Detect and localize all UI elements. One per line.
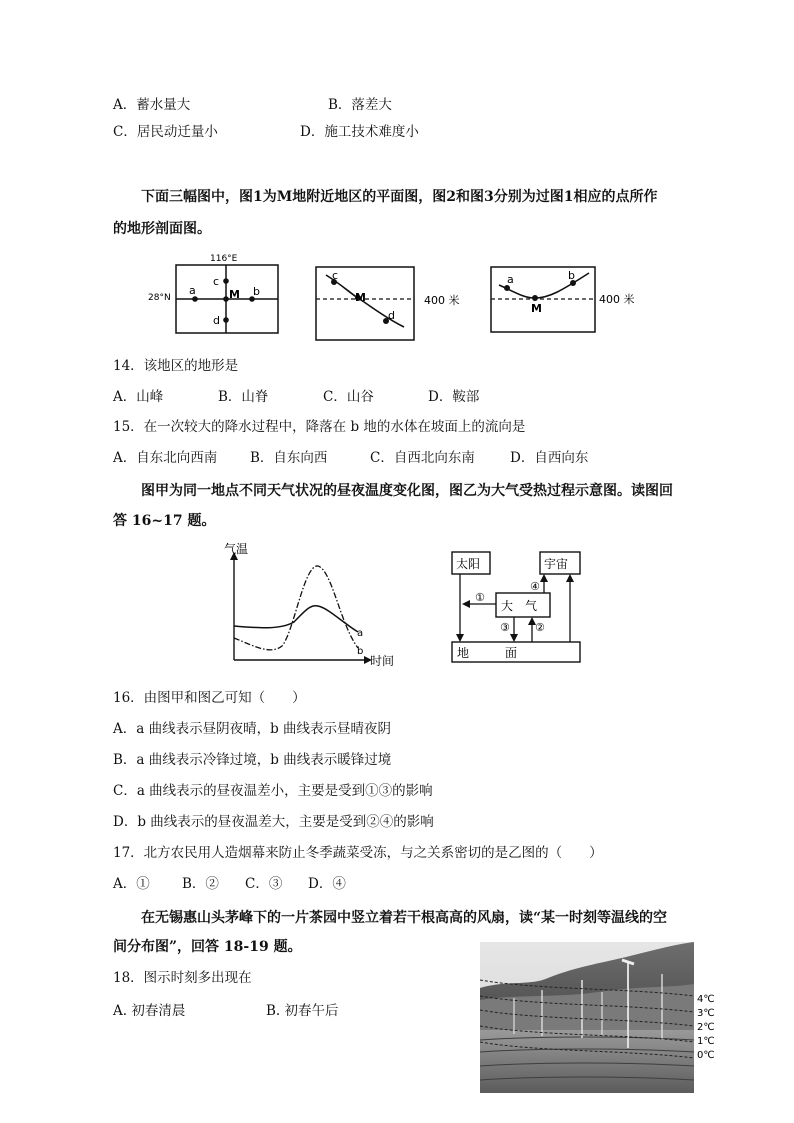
- tea-garden-isotherm-photo: [478, 940, 718, 1095]
- label-d: d: [388, 309, 395, 322]
- sun-label: 太阳: [456, 557, 481, 571]
- x-axis-label: 时间: [370, 654, 395, 668]
- q15-option-b: B．自东向西: [250, 450, 328, 466]
- atmosphere-label: 大 气: [501, 599, 538, 613]
- q18-option-b: B. 初春午后: [266, 1003, 339, 1019]
- q15-option-d: D．自西向东: [510, 450, 589, 466]
- q16-stem: 16．由图甲和图乙可知（ ）: [113, 690, 306, 706]
- label-a: a: [507, 273, 514, 286]
- intro-14-15-line2: 的地形剖面图。: [113, 221, 211, 237]
- q18-option-a: A. 初春清晨: [113, 1003, 186, 1019]
- intro-18-19-line2: 间分布图”，回答 18-19 题。: [113, 939, 302, 955]
- label-a: a: [189, 284, 196, 297]
- curve-b-label: b: [357, 646, 364, 657]
- q17-option-d: D．④: [308, 876, 346, 892]
- elevation-label: 400 米: [424, 294, 460, 307]
- figure-jia-temperature: [218, 540, 408, 670]
- label-m: M: [229, 288, 240, 301]
- arrow-1-label: ①: [475, 591, 485, 604]
- ground-label: 地 面: [457, 646, 518, 660]
- arrow-4-label: ④: [530, 580, 540, 593]
- intro-16-17-line2: 答 16~17 题。: [113, 513, 216, 529]
- q15-option-c: C．自西北向东南: [370, 450, 475, 466]
- figure-2-profile: [314, 265, 474, 343]
- q13-option-a: A．蓄水量大: [113, 97, 191, 113]
- space-label: 宇宙: [544, 557, 569, 571]
- isotherm-0: 0℃: [697, 1050, 715, 1061]
- label-c: c: [332, 269, 339, 282]
- arrow-3-label: ③: [500, 621, 510, 634]
- figure-3-profile: [489, 265, 649, 335]
- q16-option-d: D．b 曲线表示的昼夜温差大，主要是受到②④的影响: [113, 814, 434, 830]
- q15-stem: 15．在一次较大的降水过程中，降落在 b 地的水体在坡面上的流向是: [113, 419, 526, 435]
- q13-option-d: D．施工技术难度小: [300, 124, 419, 140]
- figure-yi-atmospheric-heating: [448, 548, 588, 666]
- point-m: [223, 296, 229, 302]
- q17-stem: 17．北方农民用人造烟幕来防止冬季蔬菜受冻，与之关系密切的是乙图的（ ）: [113, 845, 603, 861]
- point-c: [223, 278, 229, 284]
- figure-1-plan-map: [148, 250, 298, 338]
- isotherm-2: 2℃: [697, 1022, 715, 1033]
- intro-14-15-line1: 下面三幅图中，图1为M地附近地区的平面图，图2和图3分别为过图1相应的点所作: [141, 189, 658, 205]
- q14-stem: 14．该地区的地形是: [113, 358, 239, 374]
- isotherm-4: 4℃: [697, 994, 715, 1005]
- label-b: b: [568, 269, 575, 282]
- label-b: b: [253, 285, 260, 298]
- q16-option-b: B．a 曲线表示冷锋过境，b 曲线表示暖锋过境: [113, 752, 392, 768]
- q14-option-b: B．山脊: [218, 389, 269, 405]
- y-axis-label: 气温: [224, 542, 249, 556]
- q14-option-d: D．鞍部: [428, 389, 480, 405]
- label-d: d: [213, 314, 220, 327]
- q15-option-a: A．自东北向西南: [113, 450, 218, 466]
- arrow-2-label: ②: [535, 621, 545, 634]
- label-m: M: [355, 291, 366, 304]
- intro-18-19-line1: 在无锡惠山头茅峰下的一片茶园中竖立着若干根高高的风扇，读“某一时刻等温线的空: [141, 910, 668, 926]
- curve-b: [234, 566, 358, 650]
- q14-option-c: C．山谷: [323, 389, 374, 405]
- q14-option-a: A．山峰: [113, 389, 164, 405]
- isotherm-1: 1℃: [697, 1036, 715, 1047]
- point-d: [223, 317, 229, 323]
- label-m: M: [531, 302, 542, 315]
- longitude-label: 116°E: [210, 254, 238, 264]
- latitude-label: 28°N: [148, 293, 171, 303]
- isotherm-3: 3℃: [697, 1008, 715, 1019]
- curve-a: [234, 606, 358, 632]
- q16-option-a: A．a 曲线表示昼阴夜晴，b 曲线表示昼晴夜阴: [113, 721, 392, 737]
- elevation-label: 400 米: [599, 293, 635, 306]
- q17-option-b: B．②: [182, 876, 219, 892]
- q16-option-c: C．a 曲线表示的昼夜温差小，主要是受到①③的影响: [113, 783, 433, 799]
- q13-option-c: C．居民动迁量小: [113, 124, 218, 140]
- q18-stem: 18．图示时刻多出现在: [113, 970, 252, 986]
- curve-a-label: a: [357, 628, 364, 639]
- q13-option-b: B．落差大: [328, 97, 392, 113]
- q17-option-a: A．①: [113, 876, 150, 892]
- label-c: c: [213, 275, 220, 288]
- intro-16-17-line1: 图甲为同一地点不同天气状况的昼夜温度变化图，图乙为大气受热过程示意图。读图回: [141, 483, 673, 499]
- point-a: [192, 296, 198, 302]
- q17-option-c: C．③: [245, 876, 283, 892]
